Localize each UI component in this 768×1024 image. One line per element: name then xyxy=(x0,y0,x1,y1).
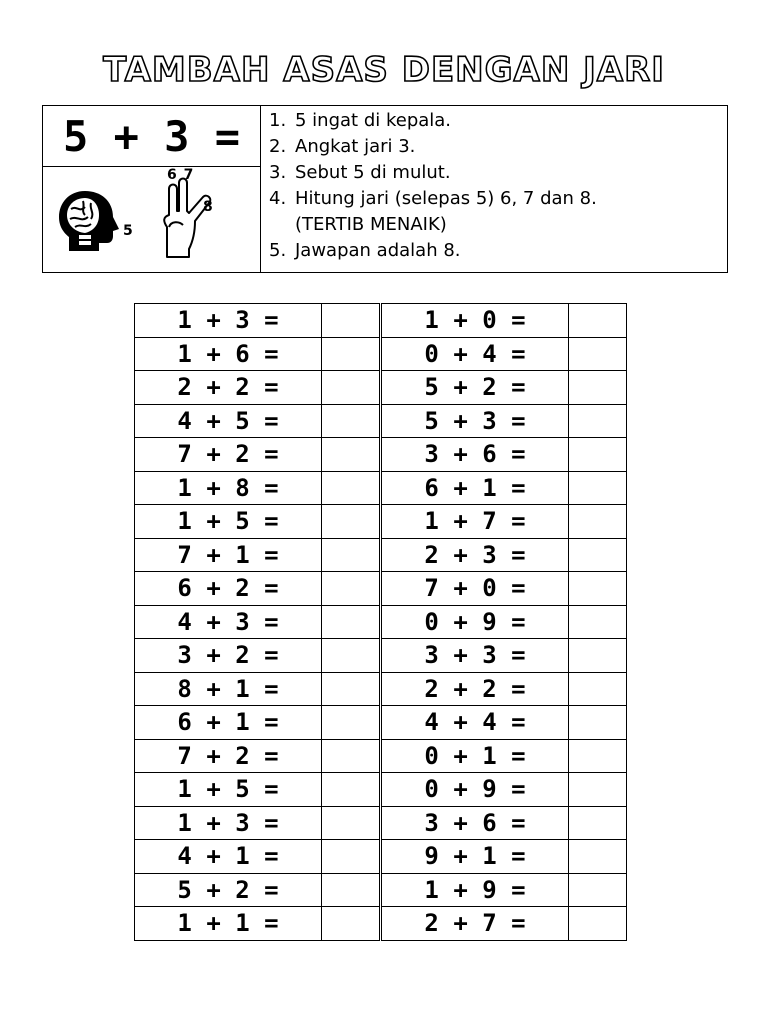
drill-row xyxy=(135,773,627,807)
question-left: 1 + 8 = xyxy=(135,471,322,505)
answer-box-right[interactable] xyxy=(569,404,627,438)
step-item xyxy=(269,186,597,212)
question-left: 7 + 1 = xyxy=(135,538,322,572)
answer-box-right[interactable] xyxy=(569,806,627,840)
drill-row xyxy=(135,438,627,472)
question-left: 7 + 2 = xyxy=(135,438,322,472)
drill-row xyxy=(135,471,627,505)
example-steps xyxy=(269,108,597,264)
question-right: 3 + 3 = xyxy=(382,639,569,673)
step-text: (TERTIB MENAIK) xyxy=(295,214,447,235)
step-item xyxy=(269,134,597,160)
hand-numbers-label: 6 7 xyxy=(167,167,195,183)
step-text: Jawapan adalah 8. xyxy=(295,240,461,261)
drill-row xyxy=(135,538,627,572)
question-right: 3 + 6 = xyxy=(382,806,569,840)
answer-box-right[interactable] xyxy=(569,840,627,874)
question-right: 5 + 3 = xyxy=(382,404,569,438)
answer-box-right[interactable] xyxy=(569,706,627,740)
example-illustration xyxy=(43,167,260,272)
question-right: 4 + 4 = xyxy=(382,706,569,740)
answer-box-right[interactable] xyxy=(569,371,627,405)
question-left: 6 + 1 = xyxy=(135,706,322,740)
question-left: 1 + 5 = xyxy=(135,505,322,539)
answer-box-right[interactable] xyxy=(569,672,627,706)
step-text: Hitung jari (selepas 5) 6, 7 dan 8. xyxy=(295,188,597,209)
answer-box-left[interactable] xyxy=(322,873,380,907)
answer-box-left[interactable] xyxy=(322,672,380,706)
question-left: 6 + 2 = xyxy=(135,572,322,606)
question-left: 2 + 2 = xyxy=(135,371,322,405)
question-right: 7 + 0 = xyxy=(382,572,569,606)
step-item-continued xyxy=(269,212,597,238)
answer-box-left[interactable] xyxy=(322,572,380,606)
drill-row xyxy=(135,404,627,438)
question-right: 3 + 6 = xyxy=(382,438,569,472)
answer-box-right[interactable] xyxy=(569,438,627,472)
answer-box-right[interactable] xyxy=(569,739,627,773)
question-left: 8 + 1 = xyxy=(135,672,322,706)
answer-box-left[interactable] xyxy=(322,907,380,941)
question-right: 5 + 2 = xyxy=(382,371,569,405)
question-right: 1 + 7 = xyxy=(382,505,569,539)
answer-box-right[interactable] xyxy=(569,572,627,606)
drill-row xyxy=(135,672,627,706)
drill-row xyxy=(135,840,627,874)
drill-row xyxy=(135,639,627,673)
drill-row xyxy=(135,739,627,773)
question-left: 1 + 3 = xyxy=(135,304,322,338)
worksheet-title: TAMBAH ASAS DENGAN JARI xyxy=(103,50,665,90)
step-text: Sebut 5 di mulut. xyxy=(295,162,451,183)
step-number: 5. xyxy=(269,240,287,261)
answer-box-left[interactable] xyxy=(322,505,380,539)
drill-row xyxy=(135,907,627,941)
question-right: 2 + 7 = xyxy=(382,907,569,941)
answer-box-right[interactable] xyxy=(569,505,627,539)
answer-box-right[interactable] xyxy=(569,471,627,505)
question-left: 4 + 3 = xyxy=(135,605,322,639)
drill-row xyxy=(135,706,627,740)
answer-box-right[interactable] xyxy=(569,639,627,673)
answer-box-left[interactable] xyxy=(322,538,380,572)
question-right: 1 + 9 = xyxy=(382,873,569,907)
question-right: 0 + 9 = xyxy=(382,773,569,807)
head-brain-icon xyxy=(55,187,125,253)
question-right: 0 + 9 = xyxy=(382,605,569,639)
step-text: 5 ingat di kepala. xyxy=(295,110,452,131)
answer-box-left[interactable] xyxy=(322,739,380,773)
question-right: 0 + 1 = xyxy=(382,739,569,773)
hand-three-fingers-icon xyxy=(151,171,221,261)
answer-box-left[interactable] xyxy=(322,337,380,371)
question-left: 1 + 5 = xyxy=(135,773,322,807)
step-item xyxy=(269,108,597,134)
drill-row xyxy=(135,337,627,371)
drill-row xyxy=(135,806,627,840)
step-number: 1. xyxy=(269,110,287,131)
answer-box-right[interactable] xyxy=(569,773,627,807)
drill-row xyxy=(135,371,627,405)
head-number-label: 5 xyxy=(123,223,133,239)
answer-box-left[interactable] xyxy=(322,840,380,874)
answer-box-right[interactable] xyxy=(569,337,627,371)
question-left: 1 + 6 = xyxy=(135,337,322,371)
drill-row xyxy=(135,505,627,539)
answer-box-left[interactable] xyxy=(322,438,380,472)
step-number: 2. xyxy=(269,136,287,157)
answer-box-left[interactable] xyxy=(322,706,380,740)
drill-row xyxy=(135,304,627,338)
drill-row xyxy=(135,572,627,606)
answer-box-left[interactable] xyxy=(322,471,380,505)
answer-box-left[interactable] xyxy=(322,304,380,338)
question-right: 2 + 3 = xyxy=(382,538,569,572)
question-right: 9 + 1 = xyxy=(382,840,569,874)
question-right: 1 + 0 = xyxy=(382,304,569,338)
answer-box-left[interactable] xyxy=(322,806,380,840)
hand-number-eight-label: 8 xyxy=(203,199,213,215)
example-left-panel xyxy=(43,106,261,272)
question-left: 4 + 5 = xyxy=(135,404,322,438)
addition-drill-table xyxy=(134,303,627,941)
question-left: 5 + 2 = xyxy=(135,873,322,907)
question-right: 6 + 1 = xyxy=(382,471,569,505)
answer-box-right[interactable] xyxy=(569,605,627,639)
question-left: 4 + 1 = xyxy=(135,840,322,874)
answer-box-right[interactable] xyxy=(569,873,627,907)
answer-box-right[interactable] xyxy=(569,304,627,338)
answer-box-left[interactable] xyxy=(322,605,380,639)
question-left: 1 + 1 = xyxy=(135,907,322,941)
answer-box-right[interactable] xyxy=(569,907,627,941)
question-left: 3 + 2 = xyxy=(135,639,322,673)
step-number: 3. xyxy=(269,162,287,183)
step-number: 4. xyxy=(269,188,287,209)
example-equation: 5 + 3 = xyxy=(43,106,260,167)
drill-row xyxy=(135,605,627,639)
answer-box-left[interactable] xyxy=(322,371,380,405)
step-text: Angkat jari 3. xyxy=(295,136,416,157)
question-left: 1 + 3 = xyxy=(135,806,322,840)
step-item xyxy=(269,238,597,264)
drill-row xyxy=(135,873,627,907)
answer-box-left[interactable] xyxy=(322,773,380,807)
answer-box-left[interactable] xyxy=(322,404,380,438)
answer-box-right[interactable] xyxy=(569,538,627,572)
question-left: 7 + 2 = xyxy=(135,739,322,773)
step-item xyxy=(269,160,597,186)
step-number xyxy=(269,212,295,238)
example-box xyxy=(42,105,728,273)
question-right: 2 + 2 = xyxy=(382,672,569,706)
answer-box-left[interactable] xyxy=(322,639,380,673)
question-right: 0 + 4 = xyxy=(382,337,569,371)
